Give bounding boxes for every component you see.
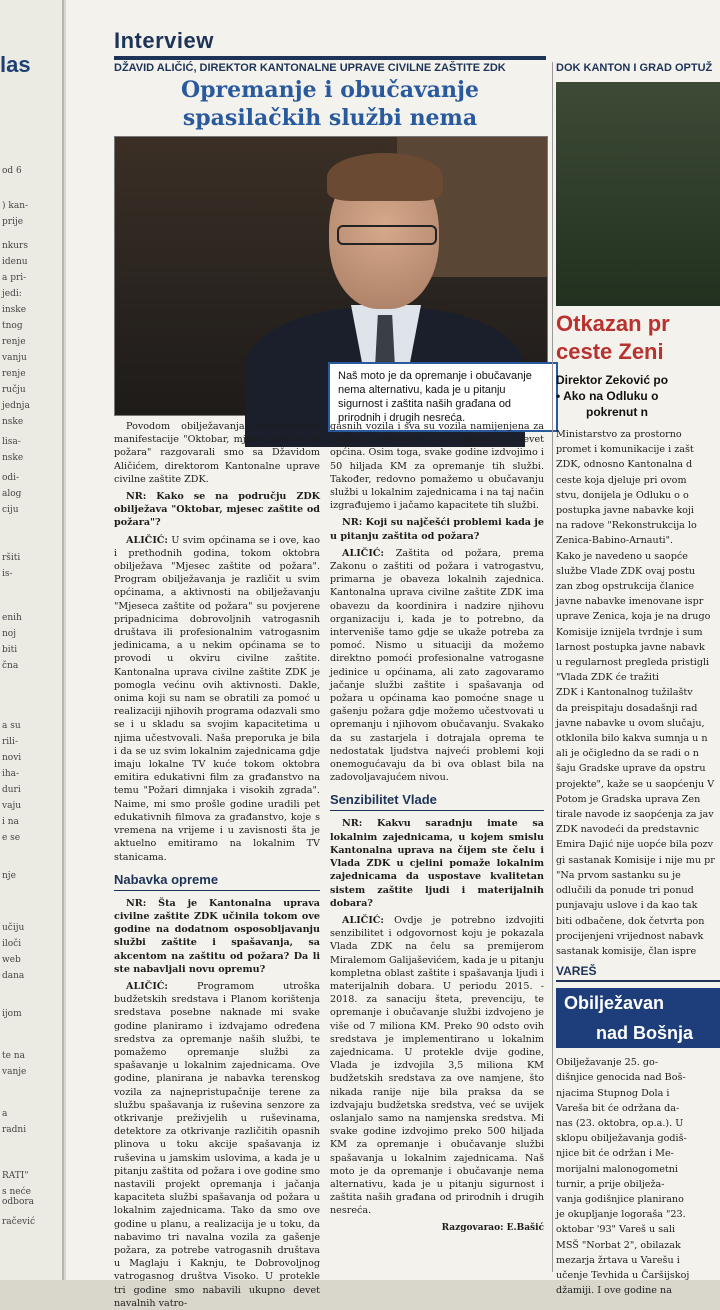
answer-4-text: Ovdje je potrebno izdvojiti senzibilitet i odgovornost koju je pokazala Vlada ZDK na čelu sa premijerom Miralemom Galijaševićem, kada je u pitanju kompletna oblast zaštite i spašavanja ljudi i materijalnih dobara. U periodu 2015. - 2018. za sanaciju šteta, prevenciju, te opremanje i obučavanje službi izdvojeno je više od 7 miliona KM. Preko 90 odsto ovih sredstava je implementirano u lokalnim zajednicama. U protekle dvije godine, Vlada je izdvojila 3,5 miliona KM budžetskih sredstava za ove namjene, što nikada ranije nije bila praksa da se izdvajaju budžetska sredstva, već se uvijek oslanjalo samo na namjenska sredstva. Mi svake godine izdvojimo preko 500 hiljada KM za opremanje i obučavanje službi spašavanja u lokalnim zajednicama. Naš moto je da opremanje i obučavanje nema alternativu, kada je u pitanju sigurnost i zaštita naših građana od prirodnih i drugih nesreća.: [330, 914, 545, 1217]
article-intro: Povodom obilježavanja tradicionalne manifestacije "Oktobar, mjesec zaštite od požara" razgovarali smo sa Džavidom Aličićem, direktorom Kantonalne uprave civilne zaštite ZDK.: [114, 421, 320, 485]
right-text-line: larnost postupka javne nabavk: [556, 641, 705, 653]
adjacent-page-fragment: renje: [2, 337, 26, 347]
adjacent-page-fragment: inske: [2, 305, 27, 315]
adjacent-page-fragment: nkurs: [2, 241, 28, 251]
adjacent-page-fragment: a su: [2, 721, 21, 731]
right-headline-line1: Otkazan pr: [556, 311, 670, 336]
right-headline2-line2: nad Bošnja: [556, 1018, 720, 1048]
right-text-line: džamiji. I ove godine na: [556, 1285, 672, 1297]
adjacent-page-fragment: noj: [2, 629, 17, 639]
right-text-line: Emira Dajić nije uopće bila pozv: [556, 839, 713, 851]
right-kicker: DOK KANTON I GRAD OPTUŽ: [556, 62, 713, 74]
right-text-line: ZDK, odnosno Kantonalna d: [556, 459, 693, 471]
adjacent-page-fragment: RATI": [2, 1171, 29, 1181]
adjacent-page-header: las: [0, 52, 31, 77]
adjacent-page-fragment: ršiti: [2, 553, 21, 563]
adjacent-page-fragment: ijom: [2, 1009, 22, 1019]
subheading-senzibilitet: Senzibilitet Vlade: [330, 792, 544, 811]
right-text-line: Ministarstvo za prostorno: [556, 429, 682, 440]
right-text-line: da preispitaju dosadašnji rad: [556, 702, 698, 714]
adjacent-page-fragment: dana: [2, 971, 25, 981]
answer-1-speaker: ALIČIĆ:: [126, 534, 168, 546]
right-text-line: tirale navode iz saopćenja za jav: [556, 809, 714, 821]
answer-2-continued: gasnih vozila i sva su vozila namijenjena za službe spašavanja od požara u devet općina. Osim toga, svake godine izdvojimo i 50 hiljada KM za opremanje tih službi. Također, redovno pomažemo u obučavanju službi u lokalnim zajednicama i na taj način izgrađujemo i jačamo kapacitete tih službi.: [330, 421, 544, 512]
right-subheading-1: Direktor Zeković po: [556, 373, 669, 387]
right-text-line: Kako je navedeno u saopće: [556, 550, 688, 562]
right-text-line: procijenjeni vrijednost nabavk: [556, 930, 704, 942]
right-text-line: oktobar '93" Vareš u sali: [556, 1224, 676, 1236]
adjacent-page-fragment: prije: [2, 217, 24, 227]
answer-4-speaker: ALIČIĆ:: [342, 914, 384, 926]
right-text-line: promet i komunikacije i zašt: [556, 444, 694, 456]
adjacent-page-fragment: iloči: [2, 939, 22, 949]
adjacent-page-fragment: iha-: [2, 769, 20, 779]
adjacent-page-fragment: nske: [2, 453, 24, 463]
adjacent-page-fragment: ciju: [2, 505, 19, 515]
adjacent-page-fragment: is-: [2, 569, 13, 579]
right-text-line: odlučili da ponude tri ponud: [556, 885, 694, 897]
adjacent-page-fragment: te na: [2, 1051, 25, 1061]
right-text-line: dišnjice genocida nad Boš-: [556, 1072, 686, 1084]
right-text-line: službe Vlade ZDK ovaj postu: [556, 565, 696, 577]
right-article2-text: [556, 1056, 720, 1297]
right-text-line: Obilježavanje 25. go-: [556, 1057, 659, 1069]
adjacent-page-fragment: odbora: [2, 1197, 35, 1207]
right-text-line: Zenica-Babino-Arnauti".: [556, 535, 674, 547]
adjacent-page-fragment: nske: [2, 417, 24, 427]
right-text-line: Vareša bit će održana da-: [556, 1102, 680, 1114]
right-text-line: ceste koja djeluje pri ovom: [556, 474, 687, 486]
right-subheading-3: pokrenut n: [586, 405, 648, 419]
right-text-line: u regularnost pregleda pristigli: [556, 657, 710, 669]
byline: Razgovarao: E.Bašić: [441, 1222, 544, 1233]
photo-caption: Naš moto je da opremanje i obučavanje nema alternativu, kada je u pitanju sigurnost i zaštita naših građana od prirodnih i drugih nesreća.: [328, 362, 558, 432]
adjacent-page-fragment: rili-: [2, 737, 18, 747]
adjacent-page-fragment: web: [2, 955, 21, 965]
adjacent-page-fragment: e se: [2, 833, 21, 843]
adjacent-page-fragment: a: [2, 1109, 8, 1119]
right-text-line: Komisije iznijela tvrdnje i sum: [556, 626, 703, 638]
right-text-line: postupka javne nabavke koji: [556, 505, 694, 517]
adjacent-page-fragment: od 6: [2, 166, 22, 176]
article-kicker: DŽAVID ALIČIĆ, DIREKTOR KANTONALNE UPRAVE CIVILNE ZAŠTITE ZDK: [114, 62, 506, 74]
answer-3: [330, 547, 544, 785]
right-headline-line2: ceste Zeni: [556, 339, 664, 364]
right-text-line: ZDK i Kantonalnog tužilaštv: [556, 687, 693, 699]
right-text-line: punjavaju uslove i da kao tak: [556, 900, 698, 912]
right-text-line: njice bit će održan i Me-: [556, 1148, 674, 1160]
adjacent-page-fragment: duri: [2, 785, 21, 795]
adjacent-page-fragment: nje: [2, 871, 16, 881]
right-text-line: Potom je Gradska uprava Zen: [556, 793, 701, 805]
subheading-nabavka: Nabavka opreme: [114, 872, 320, 891]
answer-1: [114, 534, 320, 864]
answer-1-text: U svim općinama se i ove, kao i prethodnih godina, tokom oktobra obilježava "Mjesec zaštite od požara". Program obilježavanja je različit u svim općinama, a aktivnosti na obilježavanju "Mjeseca zaštite od požara" su povjerene pripadnicima dobrovoljnih vatrogasnih društava ili profesionalnim vatrogasnim jedinicama, a u nekim općinama se to provodi u okviru civilne zaštite. Kantonalna uprava civilne zaštite ZDK je pomogla većinu ovih aktivnosti. Dakle, onima koji su nam se obratili za pomoć u realizaciji njihovih programa odazvali smo se i u skladu sa svojim kapacitetima u njima učestvovali. Naša preporuka je bila i da se uz svim lokalnim zajednicama gdje imaju lokalne TV kuće tokom oktobra emitira edukativni film za građanstvo na temu "Požari dimnjaka i visokih zgrada". Naime, mi smo prošle godine uradili pet edukativnih filmova za građanstvo, koje s vremena na vrijeme i u zavisnosti šta je aktuelno emitiramo na lokalnim TV stanicama.: [114, 534, 320, 863]
adjacent-page-fragment: tnog: [2, 321, 23, 331]
answer-4: [330, 914, 544, 1218]
right-text-line: turnir, a prije obilježa-: [556, 1178, 665, 1190]
adjacent-page-fragment: vanje: [2, 1067, 27, 1077]
right-photo: [556, 82, 720, 306]
adjacent-page-fragment: a pri-: [2, 273, 27, 283]
adjacent-page-fragment: lisa-: [2, 437, 21, 447]
photo-hair: [327, 153, 443, 201]
right-text-line: učenje Tevhida u Čaršijskoj: [556, 1269, 690, 1281]
adjacent-page-fragment: biti: [2, 645, 18, 655]
right-text-line: morijalni malonogometni: [556, 1163, 678, 1175]
adjacent-page-fragment: enih: [2, 613, 22, 623]
adjacent-page-fragment: jednja: [2, 401, 30, 411]
right-text-line: njacima Stupnog Dola i: [556, 1087, 670, 1099]
article-headline: Opremanje i obučavanje spasilačkih službi nema: [181, 77, 479, 131]
adjacent-page-fragment: vanju: [2, 353, 27, 363]
right-text-line: "Vlada ZDK će tražiti: [556, 672, 659, 684]
right-text-line: sklopu obilježavanja godiš-: [556, 1133, 687, 1145]
adjacent-page-fragment: alog: [2, 489, 22, 499]
answer-3-speaker: ALIČIĆ:: [342, 547, 384, 559]
answer-2: [114, 980, 320, 1310]
question-4: NR: Kakvu saradnju imate sa lokalnim zajednicama, u kojem smislu Kantonalna uprava na čijem ste čelu i Vlada ZDK u cjelini pomaže lokalnim zajednicama da uspostave kvalitetan sistem zaštite ljudi i materijalnih dobara?: [330, 818, 544, 909]
question-1: NR: Kako se na području ZDK obilježava "Oktobar, mjesec zaštite od požara"?: [114, 491, 320, 529]
right-text-line: zan zbog opstrukcija članice: [556, 581, 695, 593]
adjacent-page-fragment: ) kan-: [2, 201, 29, 211]
right-text-line: šaju Gradske uprave da opstru: [556, 763, 706, 775]
question-2: NR: Šta je Kantonalna uprava civilne zaštite ZDK učinila tokom ove godine na dodatnom osposobljavanju službi zaštite i spašavanja, sa akcentom na zaštitu od požara? Da li ste nabavljali novu opremu?: [114, 897, 320, 975]
adjacent-page-fragment: s neće: [2, 1187, 31, 1197]
right-text-line: "Na prvom sastanku su je: [556, 869, 681, 881]
newspaper-page: [66, 0, 720, 1309]
right-section-label: VAREŠ: [556, 964, 720, 982]
section-label: Interview: [114, 28, 214, 53]
right-text-line: otklonila bilo kakva sumnja u n: [556, 733, 708, 745]
answer-2-text: Programom utroška budžetskih sredstava i Planom korištenja sredstava posebne naknade mi svake godine planiramo i izdvajamo određena sredstva za opremanje naših službi, te pomažemo opremanje službi za spašavanje u lokalnim zajednicama. Ove godine, planirana je nabavka terenskog vozila za najnepristupačnije terene za službu spašavanja iz ruševina senzore za otkrivanje preživjelih u ruševinama, detektore za otkrivanje različitih opasnih plinova u toku akcije spašavanja iz ruševina u jamskim uslovima, a kada je u pitanju zaštita od požara i ove godine smo nastavili projekt opremanja i jačanja kapaciteta službi spašavanja od požara u lokalnim zajednicama. Tako da smo ove godine u planu, a realizacija je u toku, da nabavimo tri navalna vozila za gašenje požara, za potrebe vatrogasnih društava u Maglaju i Kaknju, te Dobrovoljnog vatrogasnog društva Visoko. U protekle tri godine smo nabavili ukupno devet navalnih vatro-: [114, 980, 320, 1309]
right-text-line: gi sastanak Komisije i nije mu pr: [556, 854, 715, 866]
adjacent-page: [0, 0, 64, 1280]
column-divider: [552, 62, 553, 1272]
right-text-line: vanja godišnjice planirano: [556, 1193, 684, 1205]
adjacent-page-fragment: idenu: [2, 257, 28, 267]
right-text-line: projekte", kaže se u saopćenju V: [556, 778, 715, 790]
answer-3-text: Zaštita od požara, prema Zakonu o zaštiti od požara i vatrogastvu, primarna je obaveza lokalnih zajednica. Kantonalna uprava civilne zaštite ZDK ima obavezu da koordinira i nadzire njihovu organizaciju i, kada je to potrebno, da interveniše tamo gdje se ukaže potreba za pomoć. Nismo u situaciji da možemo direktno pomoći profesionalne vatrogasne jedinice u općinama, ali zato zagovaramo jačanje službi zaštite i spašavanja od požara u općinama kao pomoćne snage u gašenju požara gdje možemo učestvovati u opremanju i njihovom obučavanju. Svakako da su zastarjela i dotrajala oprema te nedostatak ljudstva najveći problemi koji onemogućavaju da bi ova oblast bila na zadovoljavajućem nivou.: [330, 547, 544, 784]
article-column-2: [330, 420, 544, 1280]
answer-2-speaker: ALIČIĆ:: [126, 980, 168, 992]
photo-glasses: [337, 225, 437, 245]
adjacent-page-fragment: novi: [2, 753, 22, 763]
section-rule: [114, 56, 546, 60]
right-text-line: na radove "Rekonstrukcija lo: [556, 520, 697, 532]
adjacent-page-fragment: vaju: [2, 801, 22, 811]
right-text-line: MSŠ "Norbat 2", obilazak: [556, 1239, 681, 1251]
right-text-line: ali je očigledno da se radi o n: [556, 748, 699, 760]
adjacent-page-fragment: odi-: [2, 473, 20, 483]
right-headline2-line1: Obilježavan: [556, 988, 720, 1018]
right-text-line: sastanak komisije, član ispre: [556, 945, 697, 957]
adjacent-page-fragment: čna: [2, 661, 19, 671]
right-text-line: javne nabavke u ovom slučaju,: [556, 717, 705, 729]
adjacent-page-fragment: račević: [2, 1217, 36, 1227]
adjacent-page-fragment: ručju: [2, 385, 26, 395]
adjacent-page-fragment: i na: [2, 817, 19, 827]
adjacent-articles: [556, 62, 720, 1297]
right-text-line: ZDK navodeći da predstavnic: [556, 824, 699, 836]
right-text-line: javne nabavke imenovane ispr: [556, 596, 704, 608]
right-text-line: nas (23. oktobra, op.a.). U: [556, 1117, 684, 1129]
right-text-line: stvu, donijela je Odluku o o: [556, 489, 689, 501]
right-text-line: mezarja žrtava u Varešu i: [556, 1254, 680, 1266]
adjacent-page-fragment: radni: [2, 1125, 27, 1135]
question-3: NR: Koji su najčešći problemi kada je u pitanju zaštita od požara?: [330, 517, 544, 542]
right-text-line: je okupljanje logoraša "23.: [556, 1209, 686, 1221]
adjacent-page-fragment: jedi:: [2, 289, 22, 299]
adjacent-page-fragment: renje: [2, 369, 26, 379]
right-subheading-2: • Ako na Odluku o: [556, 389, 659, 403]
article-column-1: [114, 420, 320, 1309]
adjacent-page-fragment: učiju: [2, 923, 25, 933]
right-text-line: biti odbačene, dok četvrta pon: [556, 915, 705, 927]
right-text-line: uprave Zenica, koja je na drugo: [556, 611, 711, 623]
right-article-text: [556, 428, 720, 958]
